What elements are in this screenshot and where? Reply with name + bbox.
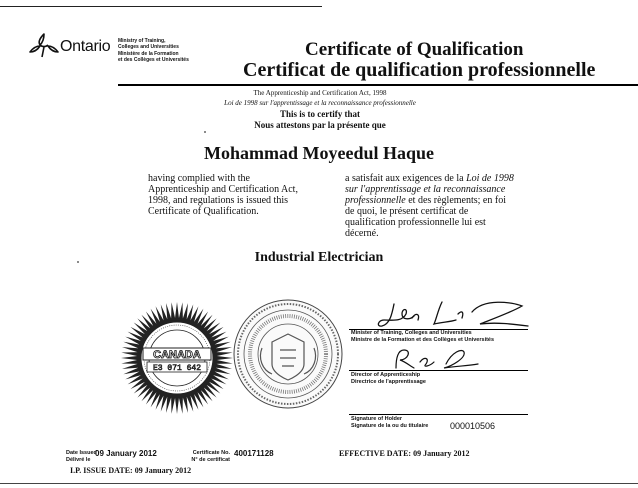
title-french: Certificat de qualification professionnelle [243, 59, 596, 81]
certificate-number-value: 400171128 [234, 449, 274, 458]
date-issued-value: 09 January 2012 [95, 449, 157, 458]
canada-seal-icon [117, 300, 237, 416]
date-issued-label-french: Délivré le [66, 457, 91, 463]
act-english: The Apprenticeship and Certification Act, 1998 [253, 89, 387, 97]
ministry-fr-line-1: Ministère de la Formation [118, 51, 179, 57]
title-english: Certificate of Qualification [305, 39, 524, 60]
complied-text-french [345, 173, 515, 239]
certify-french: Nous attestons par la présente que [254, 120, 386, 130]
act-french: Loi de 1998 sur l'apprentissage et la reconnaissance professionnelle [224, 99, 416, 107]
holder-name: Mohammad Moyeedul Haque [203, 143, 434, 163]
ip-issue-date: I.P. ISSUE DATE: 09 January 2012 [70, 466, 192, 475]
ministry-en-line-1: Ministry of Training, [118, 38, 166, 44]
holder-signature-label-english: Signature of Holder [351, 416, 403, 422]
certificate-number-label-french: N° de certificat [191, 457, 230, 463]
complied-fr-prefix: a satisfait aux exigences de la [345, 173, 467, 184]
holder-signature-line [349, 414, 528, 415]
bottom-rule [0, 483, 638, 484]
date-issued-label [66, 450, 97, 464]
minister-title-english: Minister of Training, Colleges and Universities [351, 330, 472, 336]
director-signature-line [349, 370, 528, 371]
complied-fr-suffix: et des règlements; en foi de quoi, le présent certificat de qualification professionnelle lui est décerné. [345, 195, 506, 239]
date-issued-label-english: Date Issued [66, 450, 97, 456]
complied-fr-act-title: Loi de 1998 sur l'apprentissage et la reconnaissance professionnelle [345, 173, 514, 206]
canada-seal-number: E3 071 642 [152, 364, 202, 373]
certificate-number-label [185, 450, 230, 464]
director-title-french: Directrice de l'apprentissage [351, 379, 426, 385]
decorative-dot [204, 131, 206, 133]
ministry-name [118, 38, 238, 63]
minister-signature-icon [372, 296, 532, 332]
certificate-number-label-english: Certificate No. [192, 450, 230, 456]
ontario-embossed-seal-icon [232, 298, 344, 410]
minister-title-french: Ministre de la Formation et des Collèges et Universités [351, 337, 495, 343]
serial-number: 000010506 [450, 421, 496, 431]
certify-english: This is to certify that [280, 109, 360, 119]
header-divider [118, 84, 638, 86]
top-rule [0, 6, 322, 7]
ministry-en-line-2: Colleges and Universities [118, 44, 179, 50]
director-signature-icon [382, 344, 482, 372]
ontario-wordmark: Ontario [60, 38, 111, 55]
director-title-english: Director of Apprenticeship [351, 372, 421, 378]
trade-title: Industrial Electrician [254, 250, 384, 265]
effective-date: EFFECTIVE DATE: 09 January 2012 [339, 449, 470, 458]
trillium-logo-icon [26, 30, 62, 60]
holder-signature-label-french: Signature de la ou du titulaire [351, 423, 429, 429]
canada-seal-label: CANADA [153, 349, 201, 361]
ministry-fr-line-2: et des Collèges et Universités [118, 57, 189, 63]
complied-text-english: having complied with the Apprenticeship and Certification Act, 1998, and regulations is issued this Certificate of Qualification. [148, 173, 298, 217]
